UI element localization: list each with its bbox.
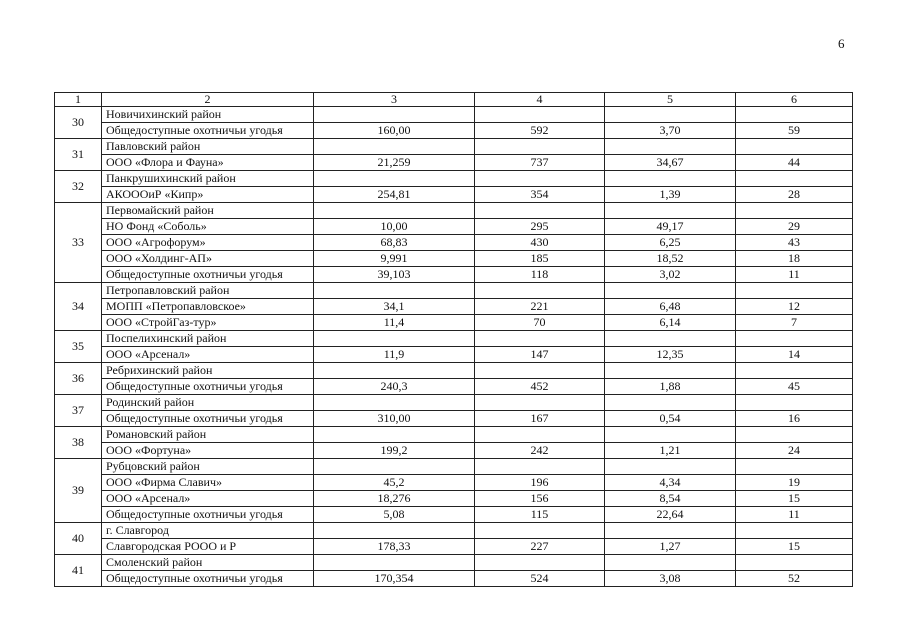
organization-name: НО Фонд «Соболь» — [102, 219, 314, 235]
value-cell: 160,00 — [314, 123, 475, 139]
value-cell: 199,2 — [314, 443, 475, 459]
empty-cell — [314, 459, 475, 475]
empty-cell — [475, 171, 605, 187]
row-number: 30 — [55, 107, 102, 139]
organization-name: Общедоступные охотничьи угодья — [102, 267, 314, 283]
organization-name: ООО «Флора и Фауна» — [102, 155, 314, 171]
empty-cell — [605, 459, 736, 475]
empty-cell — [736, 363, 853, 379]
value-cell: 52 — [736, 571, 853, 587]
empty-cell — [314, 555, 475, 571]
organization-name: МОПП «Петропавловское» — [102, 299, 314, 315]
organization-name: Общедоступные охотничьи угодья — [102, 123, 314, 139]
value-cell: 18 — [736, 251, 853, 267]
table-row — [55, 123, 853, 139]
empty-cell — [605, 395, 736, 411]
table-body — [55, 93, 853, 587]
value-cell: 15 — [736, 491, 853, 507]
district-row — [55, 139, 853, 155]
empty-cell — [605, 555, 736, 571]
value-cell: 1,39 — [605, 187, 736, 203]
value-cell: 1,27 — [605, 539, 736, 555]
table-row — [55, 491, 853, 507]
value-cell: 34,67 — [605, 155, 736, 171]
value-cell: 6,14 — [605, 315, 736, 331]
row-number: 34 — [55, 283, 102, 331]
value-cell: 6,25 — [605, 235, 736, 251]
organization-name: Общедоступные охотничьи угодья — [102, 411, 314, 427]
empty-cell — [605, 523, 736, 539]
value-cell: 70 — [475, 315, 605, 331]
row-number: 35 — [55, 331, 102, 363]
value-cell: 21,259 — [314, 155, 475, 171]
value-cell: 221 — [475, 299, 605, 315]
empty-cell — [314, 171, 475, 187]
value-cell: 10,00 — [314, 219, 475, 235]
value-cell: 115 — [475, 507, 605, 523]
value-cell: 39,103 — [314, 267, 475, 283]
value-cell: 1,21 — [605, 443, 736, 459]
empty-cell — [736, 427, 853, 443]
value-cell: 34,1 — [314, 299, 475, 315]
value-cell: 196 — [475, 475, 605, 491]
table-row — [55, 235, 853, 251]
value-cell: 524 — [475, 571, 605, 587]
value-cell: 170,354 — [314, 571, 475, 587]
empty-cell — [475, 203, 605, 219]
district-name: Ребрихинский район — [102, 363, 314, 379]
district-name: Рубцовский район — [102, 459, 314, 475]
value-cell: 11,4 — [314, 315, 475, 331]
empty-cell — [605, 331, 736, 347]
empty-cell — [314, 139, 475, 155]
district-row — [55, 459, 853, 475]
empty-cell — [314, 331, 475, 347]
empty-cell — [736, 395, 853, 411]
row-number: 31 — [55, 139, 102, 171]
empty-cell — [605, 171, 736, 187]
value-cell: 737 — [475, 155, 605, 171]
value-cell: 59 — [736, 123, 853, 139]
organization-name: Общедоступные охотничьи угодья — [102, 379, 314, 395]
empty-cell — [736, 523, 853, 539]
district-name: Петропавловский район — [102, 283, 314, 299]
district-row — [55, 395, 853, 411]
value-cell: 16 — [736, 411, 853, 427]
value-cell: 18,276 — [314, 491, 475, 507]
table-row — [55, 155, 853, 171]
header-cell: 2 — [102, 93, 314, 107]
value-cell: 9,991 — [314, 251, 475, 267]
empty-cell — [314, 203, 475, 219]
value-cell: 45,2 — [314, 475, 475, 491]
value-cell: 12 — [736, 299, 853, 315]
empty-cell — [605, 283, 736, 299]
district-row — [55, 427, 853, 443]
header-cell: 4 — [475, 93, 605, 107]
row-number: 32 — [55, 171, 102, 203]
value-cell: 12,35 — [605, 347, 736, 363]
district-row — [55, 283, 853, 299]
organization-name: Славгородская РООО и Р — [102, 539, 314, 555]
value-cell: 24 — [736, 443, 853, 459]
value-cell: 45 — [736, 379, 853, 395]
value-cell: 49,17 — [605, 219, 736, 235]
table-header-row — [55, 93, 853, 107]
empty-cell — [605, 427, 736, 443]
district-row — [55, 555, 853, 571]
empty-cell — [736, 139, 853, 155]
value-cell: 5,08 — [314, 507, 475, 523]
table-row — [55, 507, 853, 523]
row-number: 40 — [55, 523, 102, 555]
organization-name: ООО «Агрофорум» — [102, 235, 314, 251]
value-cell: 28 — [736, 187, 853, 203]
value-cell: 3,08 — [605, 571, 736, 587]
value-cell: 430 — [475, 235, 605, 251]
empty-cell — [605, 139, 736, 155]
organization-name: АКОООиР «Кипр» — [102, 187, 314, 203]
district-name: Поспелихинский район — [102, 331, 314, 347]
value-cell: 354 — [475, 187, 605, 203]
district-row — [55, 203, 853, 219]
empty-cell — [475, 523, 605, 539]
empty-cell — [475, 459, 605, 475]
value-cell: 167 — [475, 411, 605, 427]
empty-cell — [475, 331, 605, 347]
empty-cell — [314, 395, 475, 411]
table-row — [55, 539, 853, 555]
value-cell: 15 — [736, 539, 853, 555]
table-row — [55, 443, 853, 459]
district-row — [55, 523, 853, 539]
empty-cell — [736, 555, 853, 571]
table-row — [55, 379, 853, 395]
value-cell: 118 — [475, 267, 605, 283]
table-row — [55, 475, 853, 491]
hunting-grounds-table — [54, 92, 853, 587]
empty-cell — [314, 107, 475, 123]
value-cell: 11,9 — [314, 347, 475, 363]
table-row — [55, 315, 853, 331]
header-cell: 1 — [55, 93, 102, 107]
empty-cell — [475, 363, 605, 379]
value-cell: 1,88 — [605, 379, 736, 395]
district-name: Романовский район — [102, 427, 314, 443]
row-number: 36 — [55, 363, 102, 395]
value-cell: 592 — [475, 123, 605, 139]
district-name: Новичихинский район — [102, 107, 314, 123]
value-cell: 29 — [736, 219, 853, 235]
table-row — [55, 187, 853, 203]
empty-cell — [736, 171, 853, 187]
value-cell: 295 — [475, 219, 605, 235]
empty-cell — [475, 395, 605, 411]
value-cell: 14 — [736, 347, 853, 363]
value-cell: 7 — [736, 315, 853, 331]
district-row — [55, 171, 853, 187]
organization-name: ООО «Арсенал» — [102, 347, 314, 363]
value-cell: 6,48 — [605, 299, 736, 315]
empty-cell — [736, 283, 853, 299]
district-name: Павловский район — [102, 139, 314, 155]
page-number: 6 — [838, 36, 845, 51]
empty-cell — [736, 459, 853, 475]
value-cell: 254,81 — [314, 187, 475, 203]
organization-name: Общедоступные охотничьи угодья — [102, 571, 314, 587]
value-cell: 18,52 — [605, 251, 736, 267]
table-row — [55, 299, 853, 315]
value-cell: 227 — [475, 539, 605, 555]
value-cell: 19 — [736, 475, 853, 491]
organization-name: Общедоступные охотничьи угодья — [102, 507, 314, 523]
value-cell: 452 — [475, 379, 605, 395]
district-name: Панкрушихинский район — [102, 171, 314, 187]
value-cell: 147 — [475, 347, 605, 363]
empty-cell — [314, 427, 475, 443]
organization-name: ООО «Арсенал» — [102, 491, 314, 507]
value-cell: 178,33 — [314, 539, 475, 555]
value-cell: 0,54 — [605, 411, 736, 427]
value-cell: 11 — [736, 267, 853, 283]
empty-cell — [475, 107, 605, 123]
value-cell: 4,34 — [605, 475, 736, 491]
empty-cell — [475, 427, 605, 443]
district-row — [55, 331, 853, 347]
empty-cell — [736, 331, 853, 347]
value-cell: 240,3 — [314, 379, 475, 395]
table-row — [55, 347, 853, 363]
empty-cell — [475, 555, 605, 571]
header-cell: 6 — [736, 93, 853, 107]
empty-cell — [314, 363, 475, 379]
row-number: 38 — [55, 427, 102, 459]
value-cell: 8,54 — [605, 491, 736, 507]
district-row — [55, 107, 853, 123]
value-cell: 43 — [736, 235, 853, 251]
district-name: г. Славгород — [102, 523, 314, 539]
organization-name: ООО «Фортуна» — [102, 443, 314, 459]
empty-cell — [314, 283, 475, 299]
empty-cell — [475, 283, 605, 299]
table-row — [55, 267, 853, 283]
empty-cell — [605, 363, 736, 379]
empty-cell — [314, 523, 475, 539]
table-row — [55, 411, 853, 427]
value-cell: 310,00 — [314, 411, 475, 427]
empty-cell — [605, 107, 736, 123]
row-number: 37 — [55, 395, 102, 427]
district-row — [55, 363, 853, 379]
row-number: 39 — [55, 459, 102, 523]
organization-name: ООО «Холдинг-АП» — [102, 251, 314, 267]
value-cell: 185 — [475, 251, 605, 267]
empty-cell — [736, 107, 853, 123]
district-name: Первомайский район — [102, 203, 314, 219]
row-number: 41 — [55, 555, 102, 587]
value-cell: 3,02 — [605, 267, 736, 283]
table-row — [55, 219, 853, 235]
district-name: Родинский район — [102, 395, 314, 411]
organization-name: ООО «Фирма Славич» — [102, 475, 314, 491]
value-cell: 3,70 — [605, 123, 736, 139]
value-cell: 242 — [475, 443, 605, 459]
header-cell: 5 — [605, 93, 736, 107]
value-cell: 11 — [736, 507, 853, 523]
district-name: Смоленский район — [102, 555, 314, 571]
header-cell: 3 — [314, 93, 475, 107]
table-row — [55, 251, 853, 267]
row-number: 33 — [55, 203, 102, 283]
value-cell: 156 — [475, 491, 605, 507]
empty-cell — [475, 139, 605, 155]
value-cell: 22,64 — [605, 507, 736, 523]
table-row — [55, 571, 853, 587]
value-cell: 68,83 — [314, 235, 475, 251]
value-cell: 44 — [736, 155, 853, 171]
empty-cell — [605, 203, 736, 219]
organization-name: ООО «СтройГаз-тур» — [102, 315, 314, 331]
empty-cell — [736, 203, 853, 219]
